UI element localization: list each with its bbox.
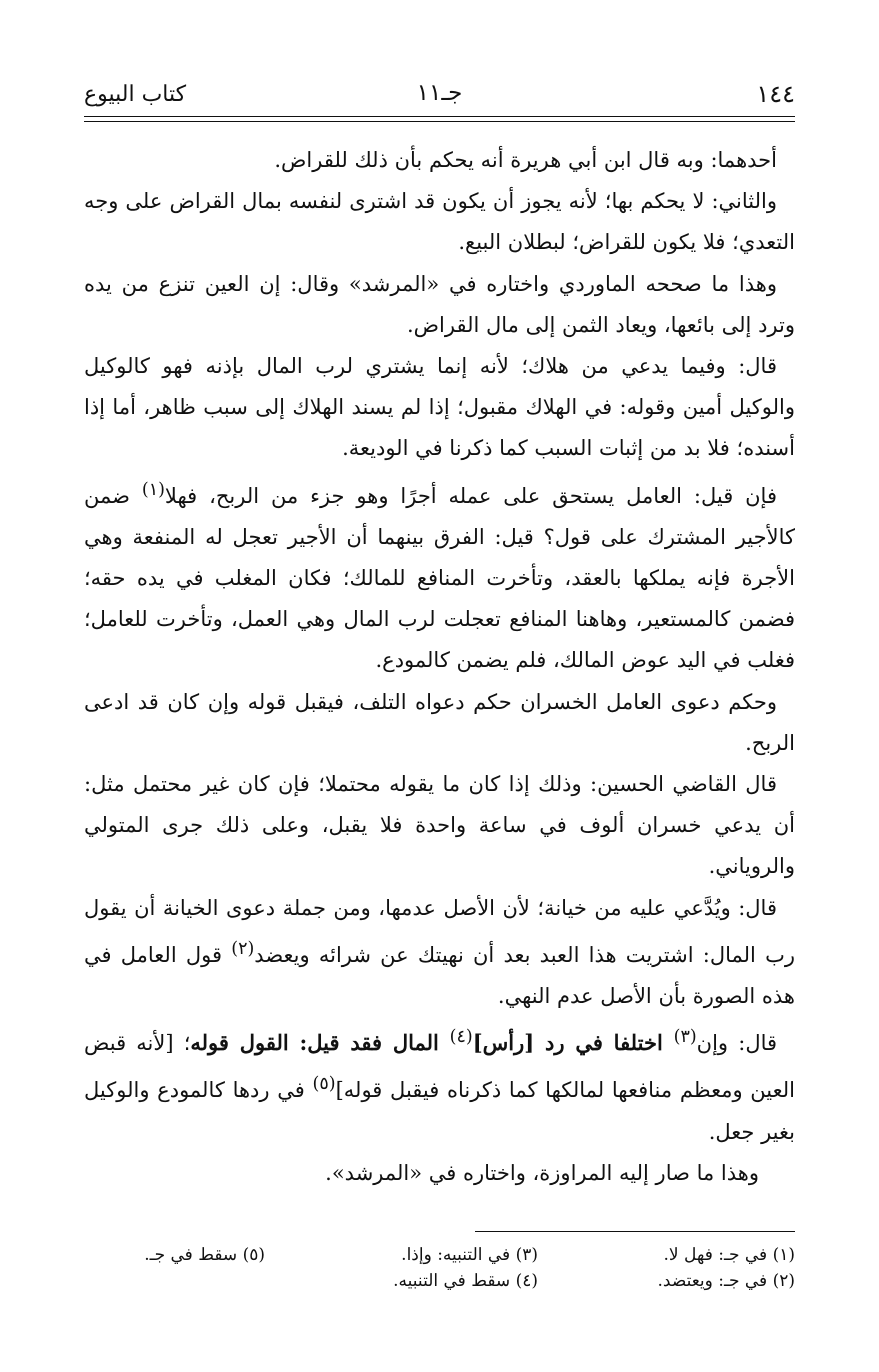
paragraph-8-part-b: قول العامل في هذه الصورة بأن الأصل عدم النهي.	[84, 942, 795, 1009]
paragraph-2: والثاني: لا يحكم بها؛ لأنه يجوز أن يكون قد اشترى لنفسه بمال القراض على وجه التعدي؛ فلا يكون للقراض؛ لبطلان البيع.	[84, 189, 795, 255]
paragraph-9-part-c: في ردها كالمودع والوكيل بغير جعل.	[84, 1078, 795, 1144]
footnote-4: (٤) سقط في التنبيه.	[393, 1271, 538, 1291]
paragraph-10: وهذا ما صار إليه المراوزة، واختاره في «المرشد».	[325, 1160, 759, 1185]
paragraph-5	[84, 470, 795, 682]
page-header	[84, 80, 795, 114]
body-text	[84, 140, 795, 1194]
paragraph-4: قال: وفيما يدعي من هلاك؛ لأنه إنما يشتري لرب المال بإذنه فهو كالوكيل والوكيل أمين وقوله: في الهلاك مقبول؛ إذا لم يسند الهلاك إلى سبب ظاهر، أما إذا أسنده؛ فلا بد من إثبات السبب كما ذكرنا في الوديعة.	[84, 354, 795, 461]
footnote-ref-2: (٢)	[231, 938, 255, 959]
paragraph-7: قال القاضي الحسين: وذلك إذا كان ما يقوله محتملا؛ فإن كان غير محتمل مثل: أن يدعي خسران ألوف في ساعة واحدة فلا يقبل، وعلى ذلك جرى المتولي والروياني.	[84, 772, 795, 879]
paragraph-1: أحدهما: وبه قال ابن أبي هريرة أنه يحكم بأن ذلك للقراض.	[274, 148, 777, 172]
footnote-separator	[475, 1231, 795, 1232]
paragraph-9	[84, 1017, 795, 1153]
paragraph-3: وهذا ما صححه الماوردي واختاره في «المرشد» وقال: إن العين تنزع من يده وترد إلى بائعها، ويعاد الثمن إلى مال القراض.	[84, 271, 795, 337]
footnote-ref-1: (١)	[141, 479, 165, 500]
footnote-ref-5: (٥)	[312, 1074, 336, 1095]
paragraph-9-bold-2: المال فقد قيل: القول قوله	[190, 1030, 450, 1056]
paragraph-5-part-b: ضمن كالأجير المشترك على قول؟ قيل: الفرق بينهما أن الأجير تعجل له المنفعة وهي الأجرة فإنه يملكها بالعقد، وتأخرت المنافع للمالك؛ فكان المغلب في يده حقه؛ فضمن كالمستعير، وهاهنا المنافع تعجلت لرب المال وهي العمل، وتأخرت للعامل؛ فغلب في اليد عوض المالك، فلم يضمن كالمودع.	[84, 483, 795, 673]
paragraph-5-part-a: فإن قيل: العامل يستحق على عمله أجرًا وهو جزء من الربح، فهلا	[164, 483, 777, 508]
book-title: كتاب البيوع	[84, 82, 187, 107]
footnote-ref-3: (٣)	[673, 1027, 697, 1048]
paragraph-9-part-b: ؛ [لأنه قبض العين ومعظم منافعها لمالكها كما ذكرناه فيقبل قوله]	[84, 1031, 795, 1103]
footnote-2: (٢) في جـ: ويعتضد.	[657, 1271, 795, 1291]
paragraph-8	[84, 888, 795, 1018]
paragraph-9-bold-1: اختلفا في رد [رأس]	[472, 1030, 674, 1056]
header-rule-bottom	[84, 121, 795, 122]
paragraph-9-part-a: قال: وإن	[696, 1031, 778, 1056]
footnote-ref-4: (٤)	[449, 1027, 473, 1048]
page-number: ١٤٤	[756, 80, 795, 108]
paragraph-6: وحكم دعوى العامل الخسران حكم دعواه التلف، فيقبل قوله وإن كان قد ادعى الربح.	[84, 689, 795, 755]
volume-label: جـ١١	[416, 80, 463, 106]
footnote-3: (٣) في التنبيه: وإذا.	[401, 1245, 538, 1265]
footnote-5: (٥) سقط في جـ.	[144, 1245, 265, 1265]
footnote-1: (١) في جـ: فهل لا.	[663, 1245, 795, 1265]
header-rule-top	[84, 116, 795, 117]
paragraph-8-part-a: قال: ويُدَّعي عليه من خيانة؛ لأن الأصل عدمها، ومن جملة دعوى الخيانة أن يقول رب المال: اشتريت هذا العبد بعد أن نهيتك عن شرائه ويعضد	[84, 895, 795, 967]
